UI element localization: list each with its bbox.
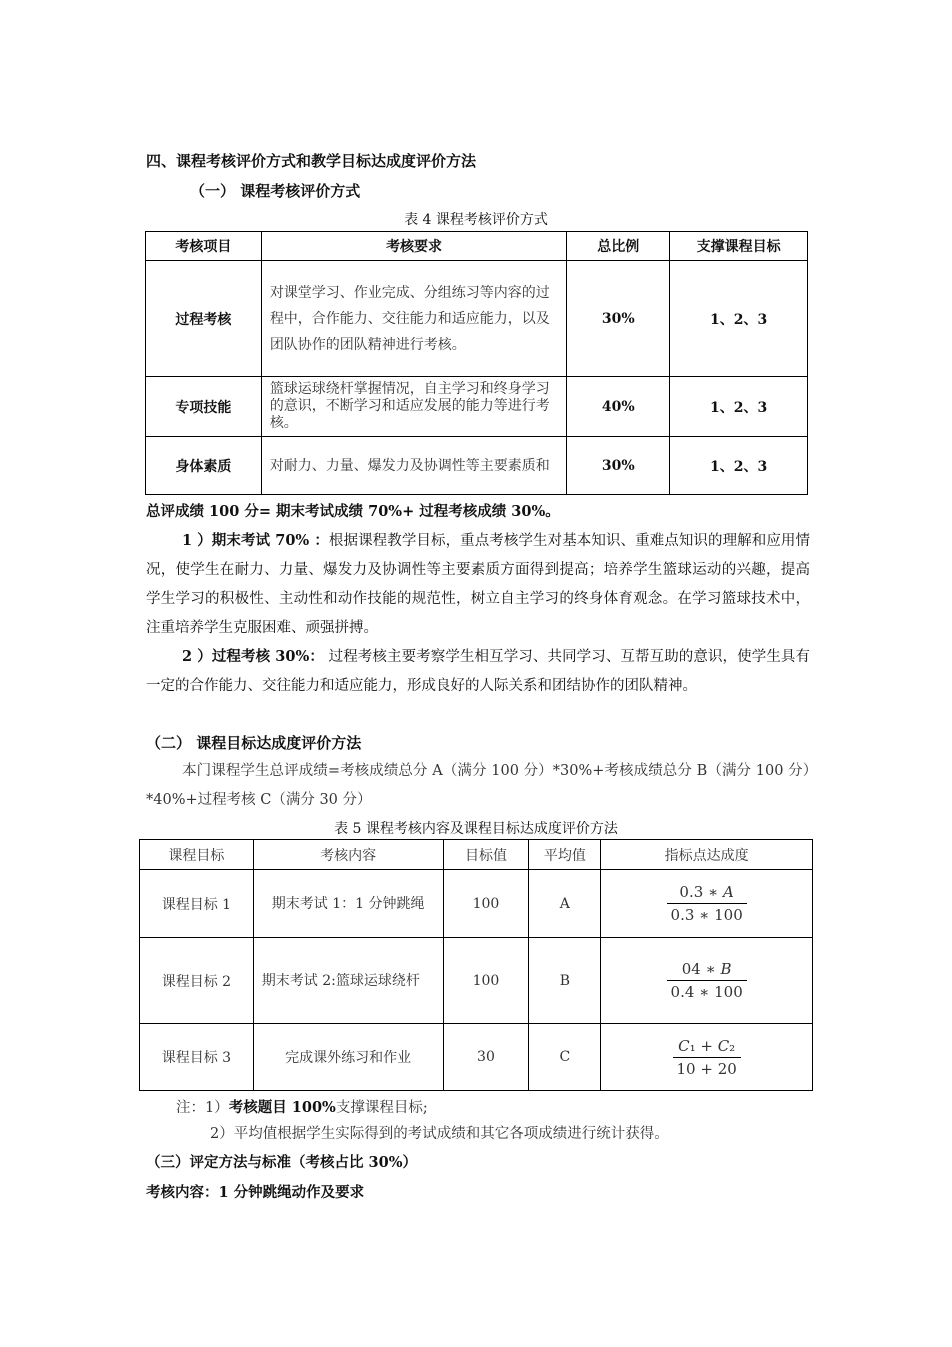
assessment-table bbox=[145, 231, 808, 495]
table5-content: 完成课外练习和作业 bbox=[253, 1024, 443, 1091]
table-row bbox=[140, 870, 813, 938]
total-score-line: 总评成绩 100 分= 期末考试成绩 70%+ 过程考核成绩 30%。 bbox=[146, 503, 560, 520]
table4-header: 考核要求 bbox=[261, 232, 567, 261]
table4-requirement: 对课堂学习、作业完成、分组练习等内容的过程中，合作能力、交往能力和适应能力，以及团队协作的团队精神进行考核。 bbox=[261, 261, 567, 377]
section-title: 四、课程考核评价方式和教学目标达成度评价方法 bbox=[146, 152, 477, 170]
table5-target: 30 bbox=[443, 1024, 529, 1091]
table4-item: 身体素质 bbox=[146, 437, 262, 495]
note-prefix: 注：1） bbox=[176, 1100, 229, 1116]
table5-header: 课程目标 bbox=[140, 840, 254, 870]
table5-goal: 课程目标 3 bbox=[140, 1024, 254, 1091]
table4-target: 1、2、3 bbox=[670, 261, 808, 377]
table5-attainment bbox=[601, 870, 813, 938]
note-1 bbox=[176, 1096, 428, 1117]
table4-header: 支撑课程目标 bbox=[670, 232, 808, 261]
table4-target: 1、2、3 bbox=[670, 377, 808, 437]
table-row bbox=[140, 938, 813, 1024]
table5-attainment bbox=[601, 1024, 813, 1091]
paragraph-final-exam bbox=[146, 526, 810, 643]
fraction: $\frac{\text{𝐶₁ + 𝐶₂}}{10 + 20}$ bbox=[673, 1037, 741, 1078]
table5-goal: 课程目标 2 bbox=[140, 938, 254, 1024]
table4-header: 总比例 bbox=[567, 232, 670, 261]
table-row bbox=[140, 1024, 813, 1091]
table-row bbox=[146, 261, 808, 377]
table5-header: 指标点达成度 bbox=[601, 840, 813, 870]
table4-header: 考核项目 bbox=[146, 232, 262, 261]
table5-target: 100 bbox=[443, 870, 529, 938]
table5-header: 平均值 bbox=[529, 840, 601, 870]
table5-attainment bbox=[601, 938, 813, 1024]
note-2: 2）平均值根据学生实际得到的考试成绩和其它各项成绩进行统计获得。 bbox=[210, 1126, 669, 1142]
table4-item: 专项技能 bbox=[146, 377, 262, 437]
note-bold: 考核题目 100% bbox=[228, 1099, 336, 1116]
table5-content: 期末考试 1：1 分钟跳绳 bbox=[253, 870, 443, 938]
final-exam-text: 根据课程教学目标，重点考核学生对基本知识、重难点知识的理解和应用情况，使学生在耐力、力量、爆发力及协调性等主要素质方面得到提高；培养学生篮球运动的兴趣，提高学生学习的积极性、主动性和动作技能的规范性，树立自主学习的终身体育观念。在学习篮球技术中，注重培养学生克服困难、顽强拼搏。 bbox=[146, 533, 810, 636]
note-suffix: 支撑课程目标; bbox=[335, 1100, 428, 1116]
process-label: 2 ）过程考核 30%： bbox=[182, 648, 324, 665]
table-row bbox=[146, 377, 808, 437]
table5-caption: 表 5 课程考核内容及课程目标达成度评价方法 bbox=[334, 821, 618, 837]
table5-header: 考核内容 bbox=[253, 840, 443, 870]
table4-ratio: 40% bbox=[567, 377, 670, 437]
goal-attainment-table bbox=[139, 839, 813, 1091]
table5-average: C bbox=[529, 1024, 601, 1091]
table5-average: B bbox=[529, 938, 601, 1024]
formula-text: 本门课程学生总评成绩=考核成绩总分 A（满分 100 分）*30%+考核成绩总分 B（满分 100 分）*40%+过程考核 C（满分 30 分） bbox=[146, 763, 810, 808]
fraction: $\frac{\text{04 ∗ 𝐵}}{0.4 ∗ 100}$ bbox=[667, 960, 747, 1001]
subsection-title-3: （三）评定方法与标准（考核占比 30%） bbox=[146, 1154, 418, 1171]
assessment-content-line: 考核内容：1 分钟跳绳动作及要求 bbox=[146, 1184, 365, 1201]
table4-ratio: 30% bbox=[567, 261, 670, 377]
table4-requirement: 对耐力、力量、爆发力及协调性等主要素质和 bbox=[261, 437, 567, 495]
paragraph-formula bbox=[146, 757, 810, 815]
process-text: 过程考核主要考察学生相互学习、共同学习、互帮互助的意识，使学生具有一定的合作能力、交往能力和适应能力，形成良好的人际关系和团结协作的团队精神。 bbox=[146, 649, 810, 694]
table5-content: 期末考试 2:篮球运球绕杆 bbox=[253, 938, 443, 1024]
table5-goal: 课程目标 1 bbox=[140, 870, 254, 938]
table4-caption: 表 4 课程考核评价方式 bbox=[404, 212, 548, 228]
table4-target: 1、2、3 bbox=[670, 437, 808, 495]
fraction: $\frac{\text{0.3 ∗ 𝐴}}{0.3 ∗ 100}$ bbox=[667, 883, 747, 924]
subsection-title-1: （一） 课程考核评价方式 bbox=[190, 182, 361, 200]
table4-requirement: 篮球运球绕杆掌握情况，自主学习和终身学习的意识，不断学习和适应发展的能力等进行考核。 bbox=[261, 377, 567, 437]
table5-target: 100 bbox=[443, 938, 529, 1024]
table5-header: 目标值 bbox=[443, 840, 529, 870]
table4-ratio: 30% bbox=[567, 437, 670, 495]
table-row bbox=[146, 437, 808, 495]
final-exam-label: 1 ）期末考试 70% ： bbox=[182, 532, 329, 549]
table5-average: A bbox=[529, 870, 601, 938]
subsection-title-2: （二） 课程目标达成度评价方法 bbox=[146, 734, 362, 752]
paragraph-process-assessment bbox=[146, 642, 810, 701]
table4-item: 过程考核 bbox=[146, 261, 262, 377]
